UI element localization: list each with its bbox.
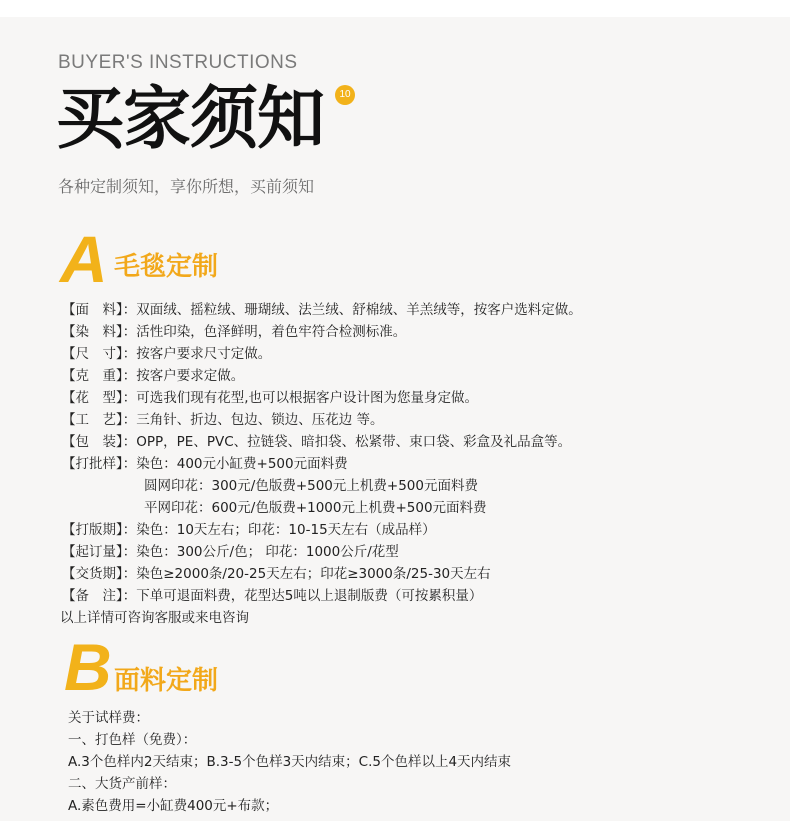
detail-line: 【包 装】：OPP，PE、PVC、拉链袋、暗扣袋、松紧带、束口袋、彩盒及礼品盒等。 — [62, 434, 572, 450]
detail-line: 【染 料】：活性印染，色泽鲜明，着色牢符合检测标准。 — [62, 324, 407, 340]
detail-line: A.素色费用=小缸费400元+布款； — [68, 798, 279, 814]
number-badge: 10 — [335, 85, 355, 105]
detail-line: 平网印花：600元/色版费+1000元上机费+500元面料费 — [144, 500, 487, 516]
section-a-label: 毛毯定制 — [114, 252, 219, 282]
section-a-footer: 以上详情可咨询客服或来电咨询 — [60, 610, 249, 626]
section-b-label: 面料定制 — [114, 666, 219, 696]
section-a-letter: A — [60, 222, 108, 296]
detail-line: 关于试样费： — [68, 710, 149, 726]
detail-line: 【面 料】：双面绒、摇粒绒、珊瑚绒、法兰绒、舒棉绒、羊羔绒等，按客户选料定做。 — [62, 302, 582, 318]
detail-line: 【打批样】：染色：400元小缸费+500元面料费 — [62, 456, 348, 472]
page-title: 买家须知 — [56, 80, 325, 159]
section-a-details — [62, 299, 582, 607]
detail-line: 【交货期】：染色≥2000条/20-25天左右；印花≥3000条/25-30天左右 — [62, 566, 491, 582]
detail-line: A.3个色样内2天结束；B.3-5个色样3天内结束；C.5个色样以上4天内结束 — [68, 754, 512, 770]
detail-line: 圆网印花：300元/色版费+500元上机费+500元面料费 — [144, 478, 478, 494]
detail-line: 【尺 寸】：按客户要求尺寸定做。 — [62, 346, 272, 362]
detail-line: 【克 重】：按客户要求定做。 — [62, 368, 245, 384]
detail-line: 【备 注】：下单可退面料费，花型达5吨以上退制版费（可按累积量） — [62, 588, 483, 604]
detail-line: 一、打色样（免费）： — [68, 732, 197, 748]
eyebrow-text: BUYER'S INSTRUCTIONS — [58, 52, 298, 73]
page-subtitle: 各种定制须知，享你所想，买前须知 — [58, 177, 315, 196]
section-b-details — [68, 707, 511, 817]
section-b-letter: B — [64, 630, 112, 704]
detail-line: 【工 艺】：三角针、折边、包边、锁边、压花边 等。 — [62, 412, 384, 428]
detail-line: 【打版期】：染色：10天左右；印花：10-15天左右（成品样） — [62, 522, 436, 538]
detail-line: 【花 型】：可选我们现有花型,也可以根据客户设计图为您量身定做。 — [62, 390, 479, 406]
detail-line: 【起订量】：染色：300公斤/色； 印花：1000公斤/花型 — [62, 544, 399, 560]
detail-line: 二、大货产前样： — [68, 776, 176, 792]
